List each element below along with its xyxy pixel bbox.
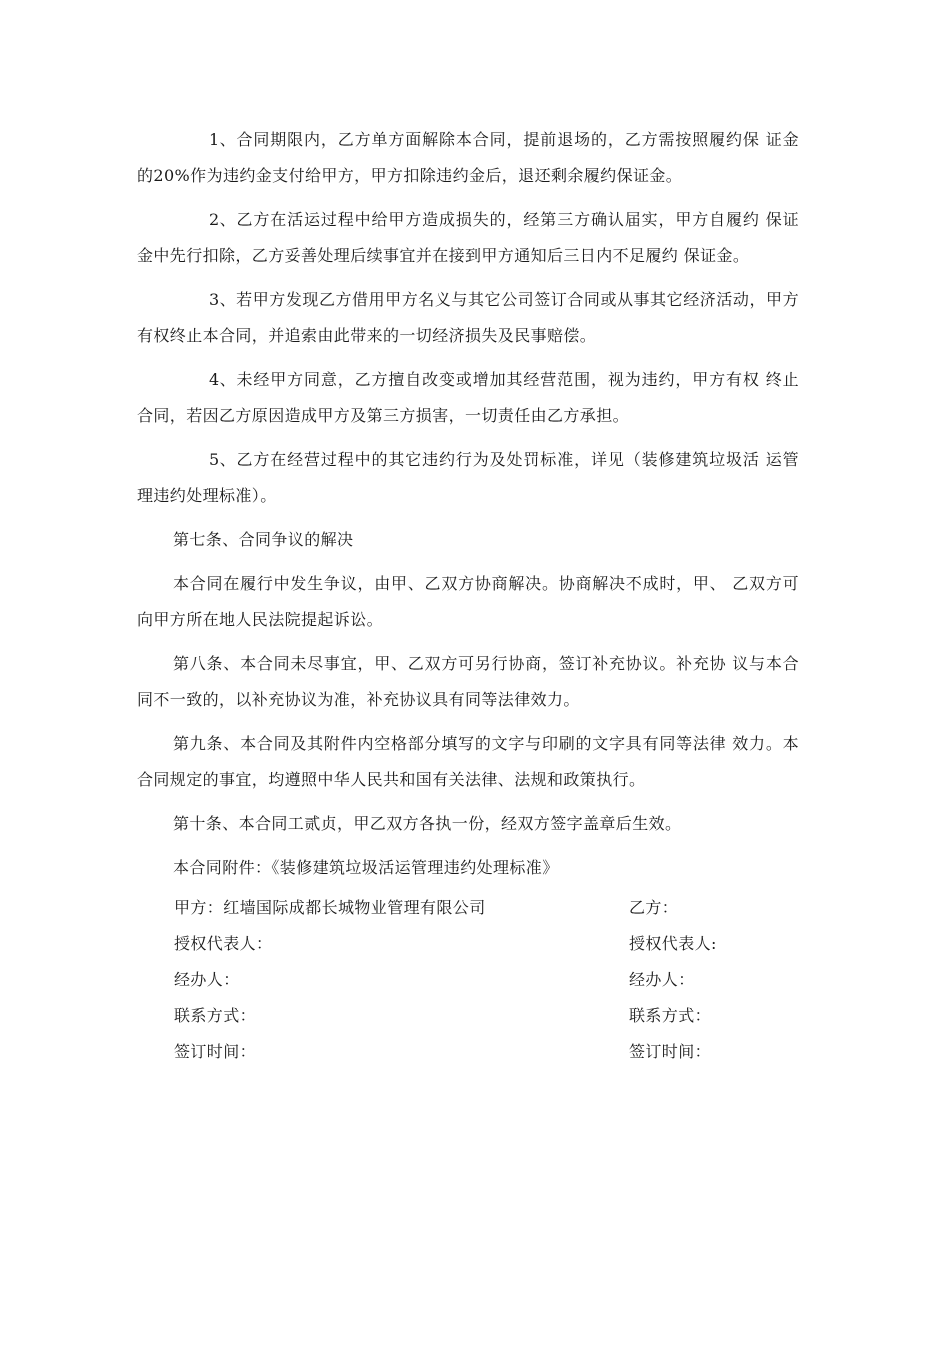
party-b-handler-label: 经办人： xyxy=(629,970,695,989)
clause-text: 乙方在经营过程中的其它违约行为及处罚标准，详见（装修建筑垃圾活 运管理违约处理标准）。 xyxy=(137,450,799,505)
party-b-contact-label: 联系方式： xyxy=(629,1006,712,1025)
clause-number: 3、 xyxy=(209,290,236,309)
article-8: 第八条、本合同未尽事宜，甲、乙双方可另行协商，签订补充协议。补充协 议与本合同不一致的，以补充协议为准，补充协议具有同等法律效力。 xyxy=(137,654,799,709)
attachment-note: 本合同附件：《装修建筑垃圾活运管理违约处理标准》 xyxy=(173,858,559,877)
clause-text: 乙方在活运过程中给甲方造成损失的，经第三方确认届实，甲方自履约 保证金中先行扣除，乙方妥善处理后续事宜并在接到甲方通知后三日内不足履约 保证金。 xyxy=(137,210,799,265)
clause-text: 合同期限内，乙方单方面解除本合同，提前退场的，乙方需按照履约保 证金的20%作为违约金支付给甲方，甲方扣除违约金后，退还剩余履约保证金。 xyxy=(137,130,799,185)
party-a-handler-label: 经办人： xyxy=(174,970,240,989)
signature-row-handler xyxy=(174,962,734,998)
party-a-date-label: 签订时间： xyxy=(174,1042,257,1061)
article-10: 第十条、本合同工贰贞，甲乙双方各执一份，经双方签字盖章后生效。 xyxy=(173,814,682,833)
clause-text: 若甲方发现乙方借用甲方名义与其它公司签订合同或从事其它经济活动，甲方有权终止本合同，并追索由此带来的一切经济损失及民事赔偿。 xyxy=(137,290,799,345)
clause-number: 5、 xyxy=(209,450,236,469)
signature-row-date xyxy=(174,1034,734,1070)
signature-row-representative xyxy=(174,926,734,962)
clause-number: 4、 xyxy=(209,370,236,389)
contract-body xyxy=(137,122,799,894)
clause-text: 未经甲方同意，乙方擅自改变或增加其经营范围，视为违约，甲方有权 终止合同，若因乙方原因造成甲方及第三方损害，一切责任由乙方承担。 xyxy=(137,370,799,425)
signature-row-contact xyxy=(174,998,734,1034)
party-a-representative-label: 授权代表人： xyxy=(174,934,273,953)
party-a-contact-label: 联系方式： xyxy=(174,1006,257,1025)
clause-4 xyxy=(137,362,799,434)
signature-block xyxy=(174,890,734,1070)
party-b-date-label: 签订时间： xyxy=(629,1042,712,1061)
party-b-representative-label: 授权代表人: xyxy=(629,934,717,953)
party-b-label: 乙方： xyxy=(629,898,679,917)
article-7-body: 本合同在履行中发生争议，由甲、乙双方协商解决。协商解决不成时，甲、 乙双方可向甲方所在地人民法院提起诉讼。 xyxy=(137,574,799,629)
clause-number: 1、 xyxy=(209,130,236,149)
clause-1 xyxy=(137,122,799,194)
article-9: 第九条、本合同及其附件内空格部分填写的文字与印刷的文字具有同等法律 效力。本合同规定的事宜，均遵照中华人民共和国有关法律、法规和政策执行。 xyxy=(137,734,799,789)
clause-number: 2、 xyxy=(209,210,236,229)
party-a-label: 甲方：红墙国际成都长城物业管理有限公司 xyxy=(174,898,486,917)
clause-2 xyxy=(137,202,799,274)
article-7-title: 第七条、合同争议的解决 xyxy=(173,530,354,549)
clause-5 xyxy=(137,442,799,514)
signature-row-party xyxy=(174,890,734,926)
clause-3 xyxy=(137,282,799,354)
